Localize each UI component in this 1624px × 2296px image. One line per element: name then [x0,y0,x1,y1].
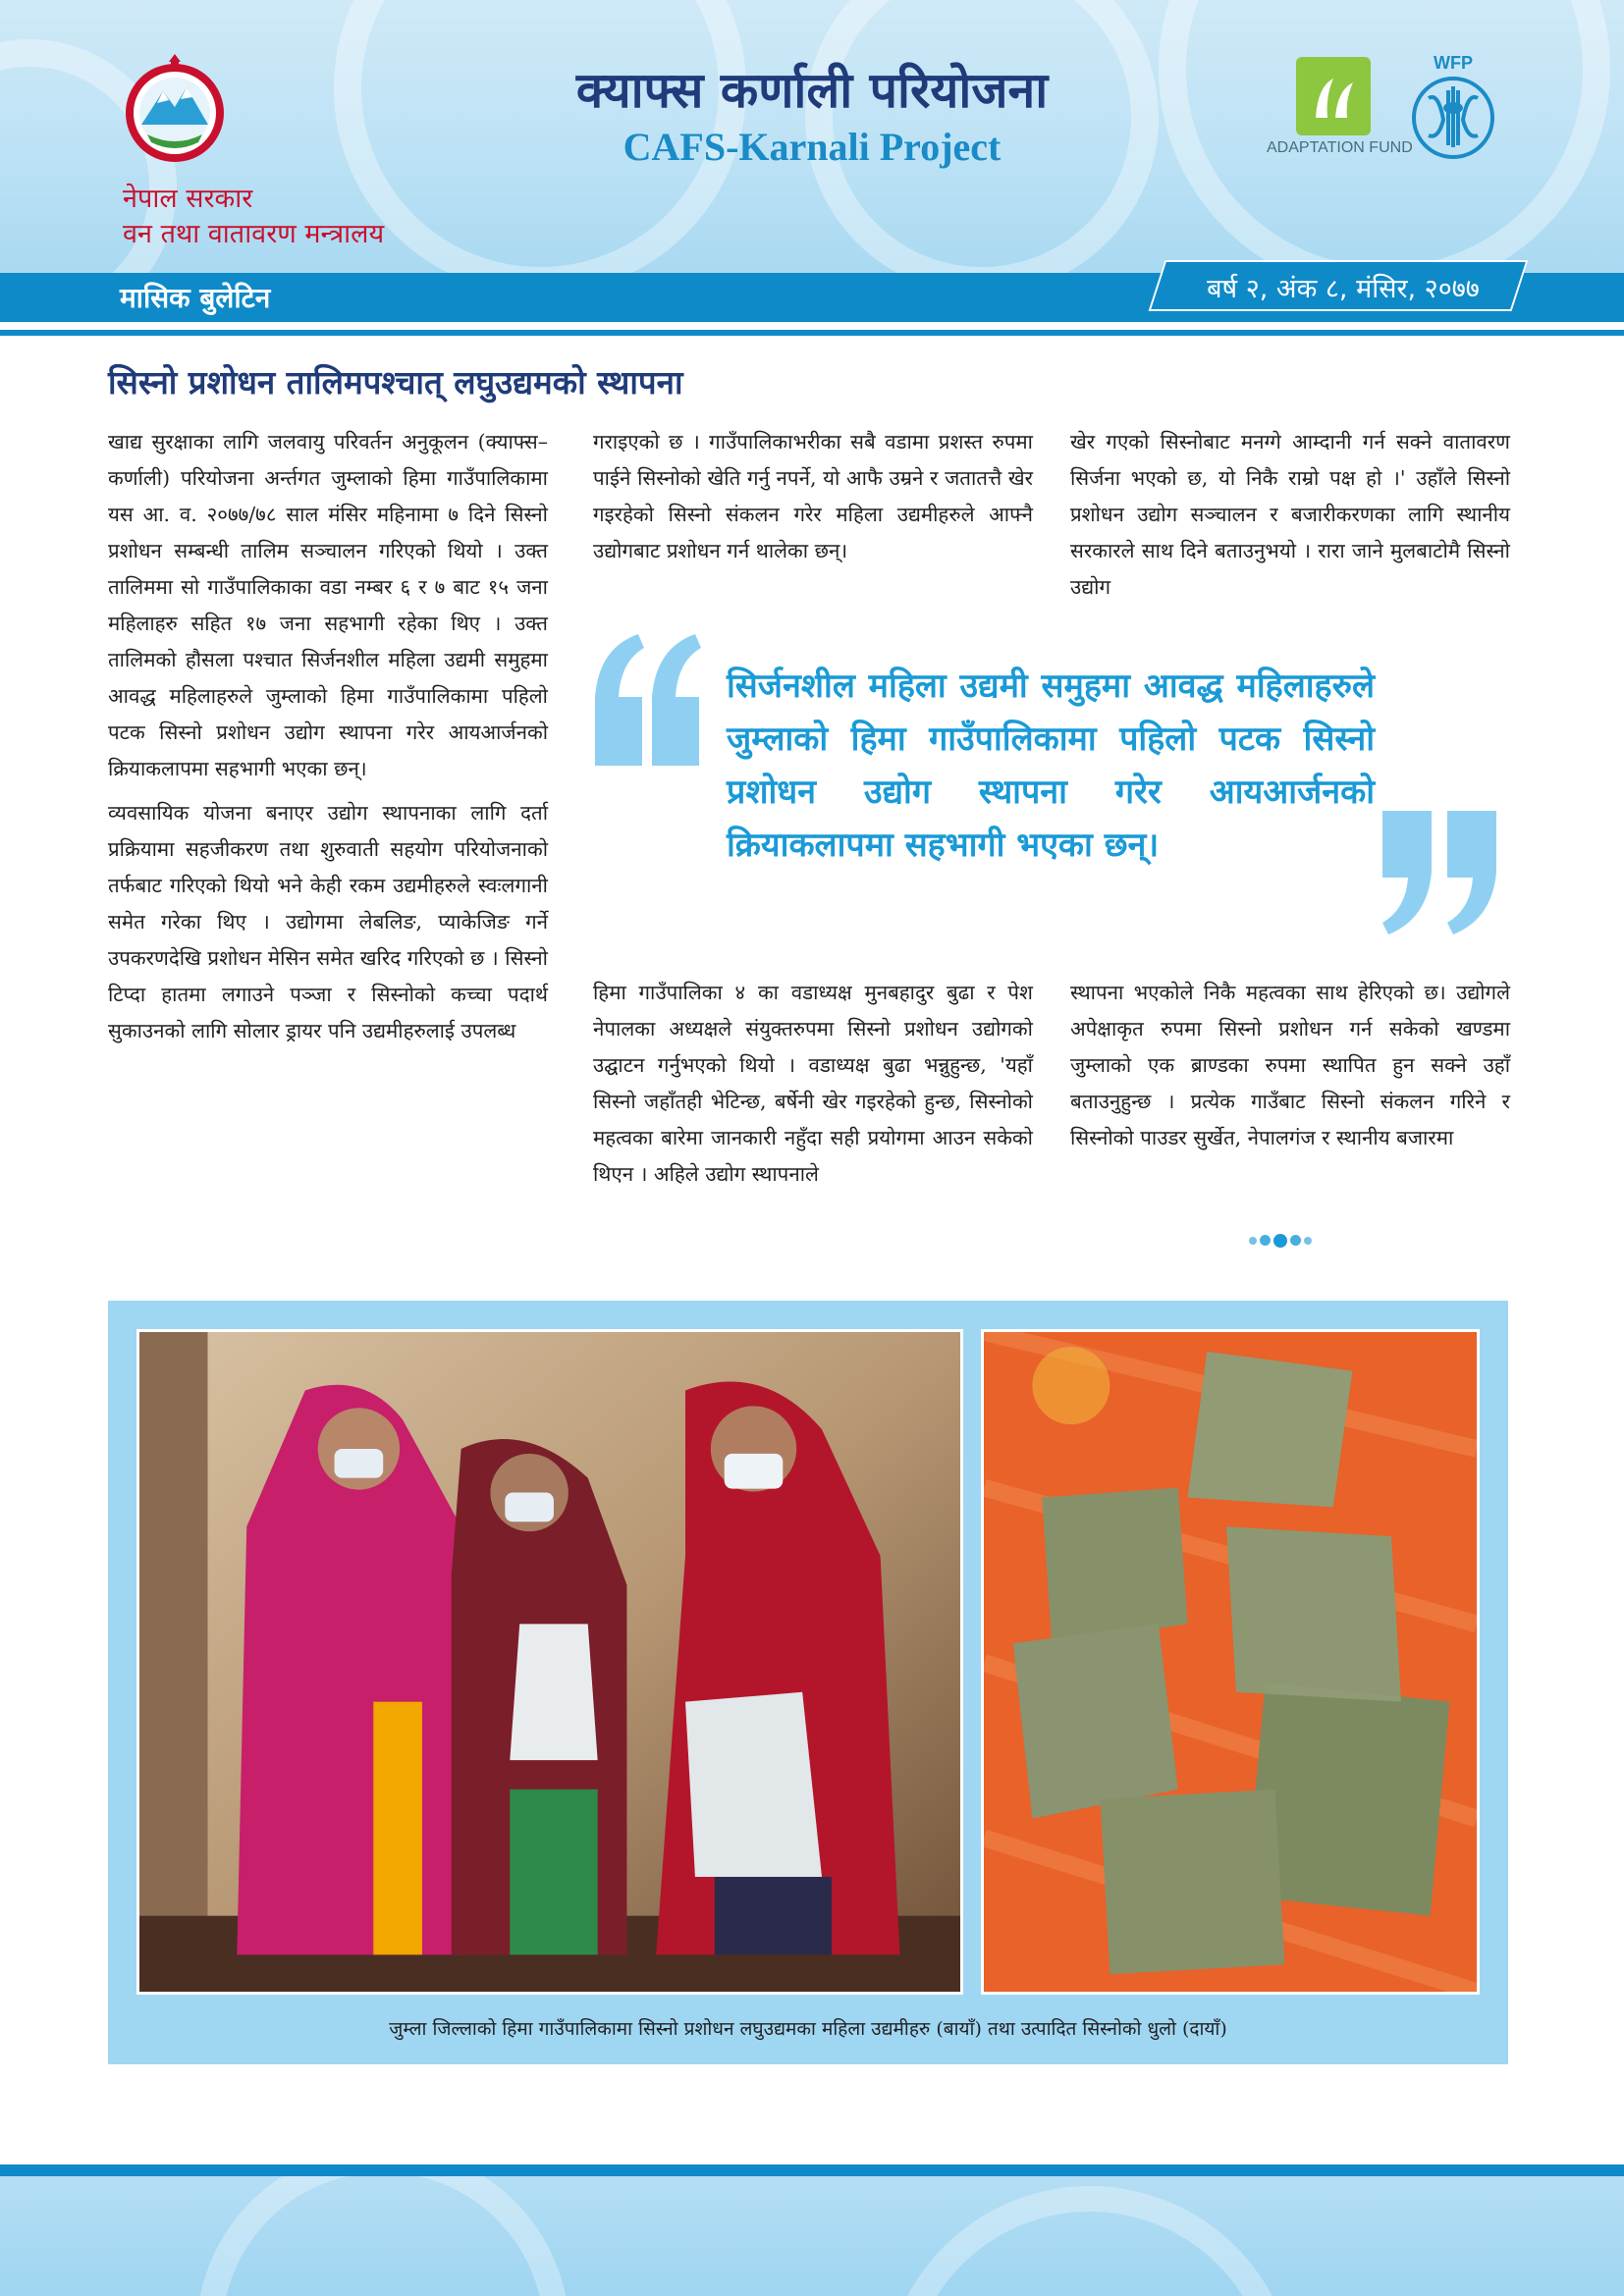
ministry-name: वन तथा वातावरण मन्त्रालय [123,219,385,249]
photo-women-entrepreneurs [136,1329,963,1995]
article-headline: सिस्नो प्रशोधन तालिमपश्चात् लघुउद्यमको स्थापना [108,363,683,401]
band-underline [0,330,1624,336]
photo-caption: जुम्ला जिल्लाको हिमा गाउँपालिकामा सिस्नो प्रशोधन लघुउद्यमका महिला उद्यमीहरु (बायाँ) तथा उत्पादित सिस्नोको धुलो (दायाँ) [389,2018,1227,2040]
article-column-5 [1070,975,1510,1156]
footer-rule [0,2164,1624,2176]
article-column-4 [593,975,1033,1193]
government-name: नेपाल सरकार [123,184,253,214]
article-paragraph: हिमा गाउँपालिका ४ का वडाध्यक्ष मुनबहादुर बुढा र पेश नेपालका अध्यक्षले संयुक्तरुपमा सिस्नो प्रशोधन उद्योगको उद्घाटन गर्नुभएको थियो । वडाध्यक्ष बुढा भन्नुहुन्छ, 'यहाँ सिस्नो जहाँतही भेटिन्छ, बर्षेनी खेर गइरहेको हुन्छ, सिस्नोको महत्वका बारेमा जानकारी नहुँदा सही प्रयोगमा आउन सकेको थिएन । अहिले उद्योग स्थापनाले [593,981,1033,1186]
article-paragraph: व्यवसायिक योजना बनाएर उद्योग स्थापनाका लागि दर्ता प्रक्रियामा सहजीकरण तथा शुरुवाती सहयोग परियोजनाको तर्फबाट गरिएको थियो भने केही रकम उद्यमीहरुले स्वःलगानी समेत गरेका थिए । उद्योगमा लेबलिङ, प्याकेजिङ गर्ने उपकरणदेखि प्रशोधन मेसिन समेत खरिद गरिएको छ । सिस्नो टिप्दा हातमा लगाउने पञ्जा र सिस्नोको कच्चा पदार्थ सुकाउनको लागि सोलार ड्रायर पनि उद्यमीहरुलाई उपलब्ध [108,801,548,1042]
photo-nettle-powder-packets [981,1329,1480,1995]
article-paragraph: स्थापना भएकोले निकै महत्वका साथ हेरिएको छ। उद्योगले अपेक्षाकृत रुपमा सिस्नो प्रशोधन गर्न सकेको खण्डमा जुम्लाको एक ब्राण्डका रुपमा स्थापित हुन सक्ने उहाँ बताउनुहुन्छ । प्रत्येक गाउँबाट सिस्नो संकलन गरिने र सिस्नोको पाउडर सुर्खेत, नेपालगंज र स्थानीय बजारमा [1070,981,1510,1149]
pull-quote: सिर्जनशील महिला उद्यमी समुहमा आवद्ध महिलाहरुले जुम्लाको हिमा गाउँपालिकामा पहिलो पटक सिस्नो प्रशोधन उद्योग स्थापना गरेर आयआर्जनको क्रियाकलापमा सहभागी भएका छन्। [727,667,1375,865]
article-paragraph: खेर गएको सिस्नोबाट मनग्गे आम्दानी गर्न सक्ने वातावरण सिर्जना भएको छ, यो निकै राम्रो पक्ष हो ।' उहाँले सिस्नो प्रशोधन उद्योग सञ्चालन र बजारीकरणका लागि स्थानीय सरकारले साथ दिने बताउनुभयो । रारा जाने मुलबाटोमै सिस्नो उद्योग [1070,430,1510,599]
adaptation-fund-label: ADAPTATION FUND [1267,139,1413,156]
issue-info: बर्ष २, अंक ८, मंसिर, २०७७ [1207,274,1480,304]
article-column-1 [108,424,548,1049]
photo-panel [108,1301,1508,2064]
article-paragraph: गराइएको छ । गाउँपालिकाभरीका सबै वडामा प्रशस्त रुपमा पाईने सिस्नोको खेति गर्नु नपर्ने, यो आफै उम्रने र जतातत्तै खेर गइरहेको सिस्नो संकलन गरेर महिला उद्यमीहरुले आफ्नै उद्योगबाट प्रशोधन गर्न थालेका छन्। [593,430,1033,562]
article-column-2 [593,424,1033,569]
continuation-dots [1249,1230,1337,1246]
background-swirl [884,2186,1296,2296]
adaptation-fund-icon [1296,57,1371,135]
wfp-logo-icon [1399,51,1507,164]
project-title-nepali: क्याफ्स कर्णाली परियोजना [575,62,1049,119]
bulletin-label: मासिक बुलेटिन [120,282,271,314]
masthead [0,0,1624,273]
article-paragraph: खाद्य सुरक्षाका लागि जलवायु परिवर्तन अनुकूलन (क्याफ्स–कर्णाली) परियोजना अर्न्तगत जुम्लाको हिमा गाउँपालिकामा यस आ. व. २०७७/७८ साल मंसिर महिनामा ७ दिने सिस्नो प्रशोधन सम्बन्धी तालिम सञ्चालन गरिएको थियो । उक्त तालिममा सो गाउँपालिकाका वडा नम्बर ६ र ७ बाट १५ जना महिलाहरु सहित १७ जना सहभागी रहेका थिए । उक्त तालिमको हौसला पश्चात सिर्जनशील महिला उद्यमी समुहमा आवद्ध महिलाहरुले जुम्लाको हिमा गाउँपालिकामा पहिलो पटक सिस्नो प्रशोधन उद्योग स्थापना गरेर आयआर्जनको क्रियाकलापमा सहभागी भएका छन्। [108,430,548,780]
footer-band [0,2176,1624,2296]
background-swirl [196,2176,569,2296]
open-quote-icon [587,628,705,775]
project-title-english: CAFS-Karnali Project [623,125,1001,169]
article-column-3 [1070,424,1510,606]
wfp-label: WFP [1434,53,1473,73]
close-quote-icon [1377,803,1508,940]
